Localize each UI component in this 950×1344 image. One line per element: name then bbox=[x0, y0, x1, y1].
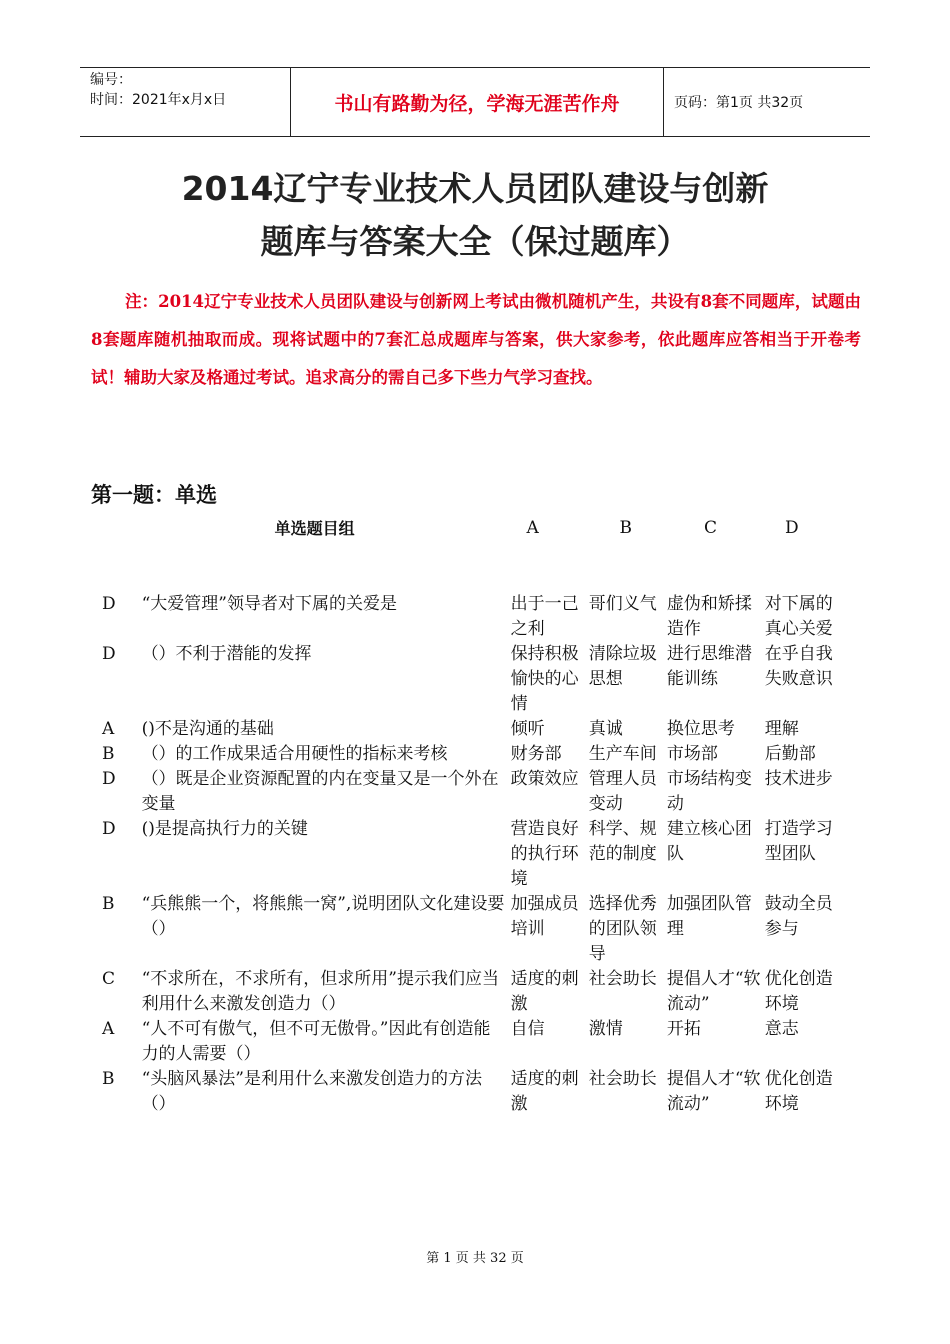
option-c-cell: 进行思维潜能训练 bbox=[666, 644, 752, 689]
table-row bbox=[96, 717, 836, 742]
page-count-text: 页码：第1页 共32页 bbox=[674, 95, 804, 111]
option-a-cell: 出于一己之利 bbox=[510, 594, 579, 639]
table-row bbox=[96, 592, 836, 642]
option-a-cell: 自信 bbox=[510, 1019, 545, 1039]
table-row bbox=[96, 767, 836, 817]
table-body bbox=[96, 592, 836, 1117]
option-a-cell: 加强成员培训 bbox=[510, 894, 579, 939]
answer-cell: A bbox=[102, 719, 115, 739]
document-title-line2: 题库与答案大全（保过题库） bbox=[260, 222, 690, 261]
option-c-cell: 提倡人才“软流动” bbox=[666, 1069, 761, 1114]
option-b-cell: 清除垃圾思想 bbox=[588, 644, 657, 689]
page-header bbox=[80, 67, 870, 137]
question-cell: ()是提高执行力的关键 bbox=[141, 819, 308, 839]
answer-cell: C bbox=[102, 969, 116, 989]
option-c-cell: 市场结构变动 bbox=[666, 769, 752, 814]
table-row bbox=[96, 967, 836, 1017]
header-meta bbox=[80, 68, 291, 136]
answer-cell: D bbox=[102, 594, 116, 614]
option-d-cell: 后勤部 bbox=[764, 744, 816, 764]
question-column-header: 单选题目组 bbox=[274, 519, 355, 538]
option-b-cell: 哥们义气 bbox=[588, 594, 657, 614]
option-c-cell: 开拓 bbox=[666, 1019, 701, 1039]
page-footer: 第 1 页 共 32 页 bbox=[426, 1251, 524, 1266]
answer-cell: A bbox=[102, 1019, 115, 1039]
answer-cell: D bbox=[102, 769, 116, 789]
table-row bbox=[96, 642, 836, 717]
header-motto bbox=[291, 68, 664, 136]
option-b-cell: 激情 bbox=[588, 1019, 623, 1039]
table-row bbox=[96, 1067, 836, 1117]
option-a-cell: 财务部 bbox=[510, 744, 562, 764]
option-a-cell: 倾听 bbox=[510, 719, 545, 739]
option-d-cell: 在乎自我失败意识 bbox=[764, 644, 833, 689]
option-a-cell: 营造良好的执行环境 bbox=[510, 819, 579, 889]
document-title-line1: 2014辽宁专业技术人员团队建设与创新 bbox=[181, 169, 769, 208]
option-c-cell: 换位思考 bbox=[666, 719, 735, 739]
answer-cell: D bbox=[102, 819, 116, 839]
table-row bbox=[96, 742, 836, 767]
answer-cell: D bbox=[102, 644, 116, 664]
option-b-cell: 社会助长 bbox=[588, 1069, 657, 1089]
answer-cell: B bbox=[102, 894, 115, 914]
question-cell: “头脑风暴法”是利用什么来激发创造力的方法（） bbox=[141, 1069, 482, 1114]
table-row bbox=[96, 892, 836, 967]
section-title: 第一题：单选 bbox=[91, 483, 217, 507]
exam-note: 注：2014辽宁专业技术人员团队建设与创新网上考试由微机随机产生，共设有8套不同题库，试题由8套题库随机抽取而成。现将试题中的7套汇总成题库与答案，供大家参考，依此题库应答相当于开卷考试！辅助大家及格通过考试。追求高分的需自己多下些力气学习查找。 bbox=[91, 292, 861, 387]
question-table bbox=[96, 516, 836, 1117]
question-cell: “人不可有傲气，但不可无傲骨。”因此有创造能力的人需要（） bbox=[141, 1019, 491, 1064]
question-cell: （）不利于潜能的发挥 bbox=[141, 644, 312, 664]
option-b-cell: 管理人员变动 bbox=[588, 769, 657, 814]
option-c-cell: 虚伪和矫揉造作 bbox=[666, 594, 752, 639]
table-header-row bbox=[96, 516, 836, 592]
question-cell: （）的工作成果适合用硬性的指标来考核 bbox=[141, 744, 448, 764]
option-d-cell: 鼓动全员参与 bbox=[764, 894, 833, 939]
option-d-cell: 理解 bbox=[764, 719, 799, 739]
header-time: 时间：2021年x月x日 bbox=[90, 92, 227, 108]
header-number: 编号： bbox=[90, 72, 132, 88]
option-b-cell: 科学、规范的制度 bbox=[588, 819, 657, 864]
question-cell: “大爱管理”领导者对下属的关爱是 bbox=[141, 594, 397, 614]
option-a-cell: 政策效应 bbox=[510, 769, 579, 789]
table-row bbox=[96, 817, 836, 892]
option-a-cell: 适度的刺激 bbox=[510, 1069, 579, 1114]
question-cell: （）既是企业资源配置的内在变量又是一个外在变量 bbox=[141, 769, 499, 814]
question-cell: “不求所在，不求所有，但求所用”提示我们应当利用什么来激发创造力（） bbox=[141, 969, 499, 1014]
option-d-cell: 对下属的真心关爱 bbox=[764, 594, 833, 639]
option-a-cell: 保持积极愉快的心情 bbox=[510, 644, 579, 714]
option-c-cell: 市场部 bbox=[666, 744, 718, 764]
question-cell: “兵熊熊一个，将熊熊一窝”,说明团队文化建设要（） bbox=[141, 894, 505, 939]
option-b-cell: 社会助长 bbox=[588, 969, 657, 989]
option-b-cell: 选择优秀的团队领导 bbox=[588, 894, 657, 964]
header-page-info bbox=[664, 68, 870, 136]
answer-cell: B bbox=[102, 744, 115, 764]
option-c-cell: 加强团队管理 bbox=[666, 894, 752, 939]
answer-cell: B bbox=[102, 1069, 115, 1089]
option-a-cell: 适度的刺激 bbox=[510, 969, 579, 1014]
table-row bbox=[96, 1017, 836, 1067]
option-c-cell: 提倡人才“软流动” bbox=[666, 969, 761, 1014]
option-a-header: A bbox=[526, 518, 539, 538]
option-d-cell: 优化创造环境 bbox=[764, 969, 833, 1014]
option-c-header: C bbox=[703, 518, 717, 538]
motto-text: 书山有路勤为径，学海无涯苦作舟 bbox=[334, 92, 620, 115]
option-d-cell: 技术进步 bbox=[764, 769, 833, 789]
option-b-header: B bbox=[619, 518, 633, 538]
option-d-cell: 意志 bbox=[764, 1019, 799, 1039]
option-d-cell: 打造学习型团队 bbox=[764, 819, 833, 864]
option-d-header: D bbox=[784, 518, 799, 538]
option-b-cell: 生产车间 bbox=[588, 744, 657, 764]
question-cell: ()不是沟通的基础 bbox=[141, 719, 274, 739]
option-c-cell: 建立核心团队 bbox=[666, 819, 752, 864]
option-b-cell: 真诚 bbox=[588, 719, 623, 739]
option-d-cell: 优化创造环境 bbox=[764, 1069, 833, 1114]
